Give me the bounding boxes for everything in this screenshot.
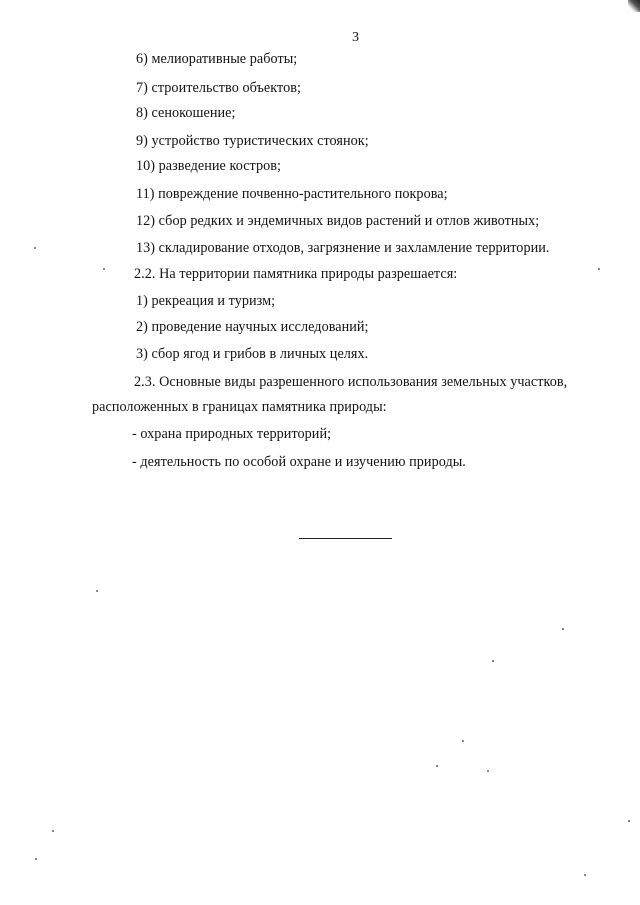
scan-speck <box>598 268 600 270</box>
section-heading: 2.2. На территории памятника природы разрешается: <box>134 266 458 282</box>
section-heading: 2.3. Основные виды разрешенного использования земельных участков, <box>134 374 568 390</box>
scan-speck <box>35 858 37 860</box>
separator-line <box>299 538 392 539</box>
scan-speck <box>562 628 564 630</box>
scan-speck <box>487 770 489 772</box>
scan-speck <box>103 268 105 270</box>
scan-speck <box>492 660 494 662</box>
list-item: 12) сбор редких и эндемичных видов растений и отлов животных; <box>136 213 540 229</box>
list-item: 2) проведение научных исследований; <box>136 319 369 335</box>
scan-speck <box>52 830 54 832</box>
list-item: 1) рекреация и туризм; <box>136 293 276 309</box>
list-item: 7) строительство объектов; <box>136 80 301 96</box>
list-item: 13) складирование отходов, загрязнение и захламление территории. <box>136 240 550 256</box>
list-item: 8) сенокошение; <box>136 105 236 121</box>
list-item: 3) сбор ягод и грибов в личных целях. <box>136 346 369 362</box>
scan-speck <box>34 247 36 249</box>
list-item: - деятельность по особой охране и изучению природы. <box>132 454 466 470</box>
scan-speck <box>436 765 438 767</box>
scan-corner-shadow <box>628 0 640 12</box>
list-item: 10) разведение костров; <box>136 158 281 174</box>
scan-speck <box>96 590 98 592</box>
list-item: 9) устройство туристических стоянок; <box>136 133 369 149</box>
scan-speck <box>584 874 586 876</box>
list-item: 11) повреждение почвенно-растительного покрова; <box>136 186 448 202</box>
scan-speck <box>462 740 464 742</box>
list-item: - охрана природных территорий; <box>132 426 332 442</box>
list-item: 6) мелиоративные работы; <box>136 51 298 67</box>
scan-speck <box>628 820 630 822</box>
paragraph-continuation: расположенных в границах памятника природы: <box>92 399 387 415</box>
page-number: 3 <box>352 30 359 45</box>
